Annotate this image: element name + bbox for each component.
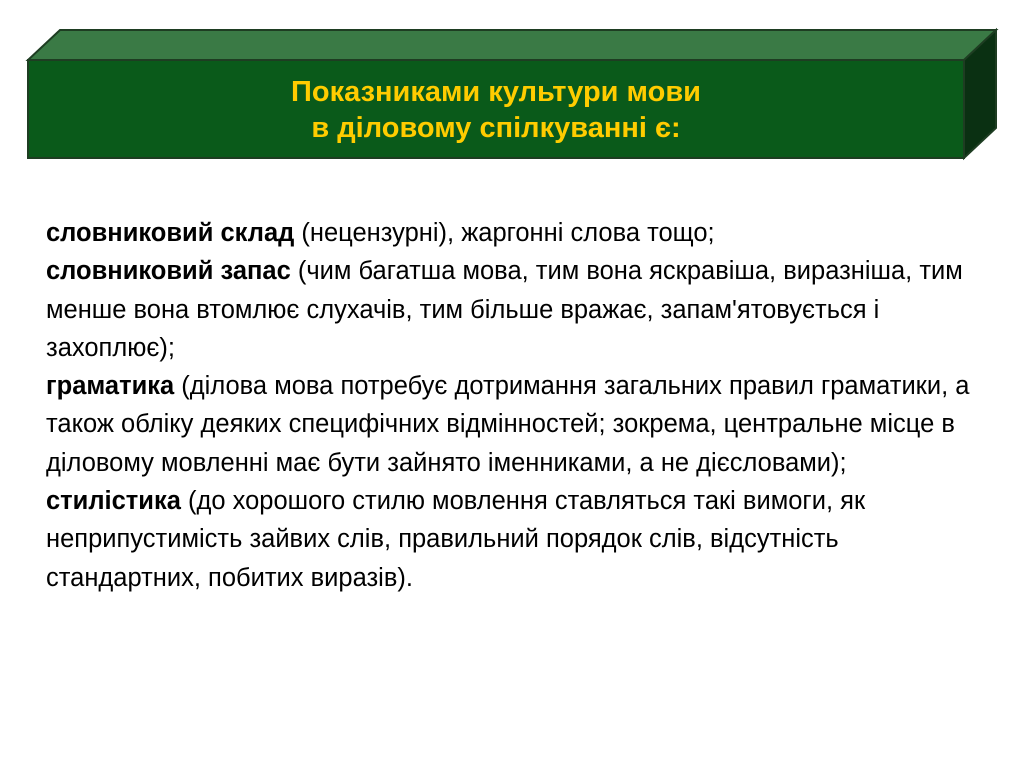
indicators-list: [46, 214, 976, 597]
item-description: (нецензурні), жаргонні слова тощо;: [294, 219, 715, 247]
list-item: [46, 482, 976, 597]
item-term: словниковий склад: [46, 219, 295, 247]
item-description: (чим багатша мова, тим вона яскравіша, виразніша, тим менше вона втомлює слухачів, тим більше вражає, запам'ятовується і захоплює);: [46, 257, 963, 362]
item-term: словниковий запас: [46, 257, 291, 286]
item-description: (ділова мова потребує дотримання загальних правил граматики, а також обліку деяких специфічних відмінностей; зокрема, центральне місце в діловому мовленні має бути зайнято іменниками, а не дієсловами);: [46, 372, 970, 477]
item-description: (до хорошого стилю мовлення ставляться такі вимоги, як неприпустимість зайвих слів, правильний порядок слів, відсутність стандартних, побитих виразів).: [46, 487, 866, 592]
list-item: [46, 367, 976, 482]
list-item: [46, 252, 976, 367]
banner-top-face: [28, 30, 996, 60]
page-title-line-1: Показниками культури мови: [291, 76, 701, 108]
list-item: [46, 214, 976, 252]
title-banner: [0, 0, 1024, 170]
item-term: граматика: [46, 372, 175, 401]
page-title: [28, 62, 964, 158]
item-term: стилістика: [46, 487, 181, 516]
page-title-line-2: в діловому спілкуванні є:: [311, 112, 681, 144]
